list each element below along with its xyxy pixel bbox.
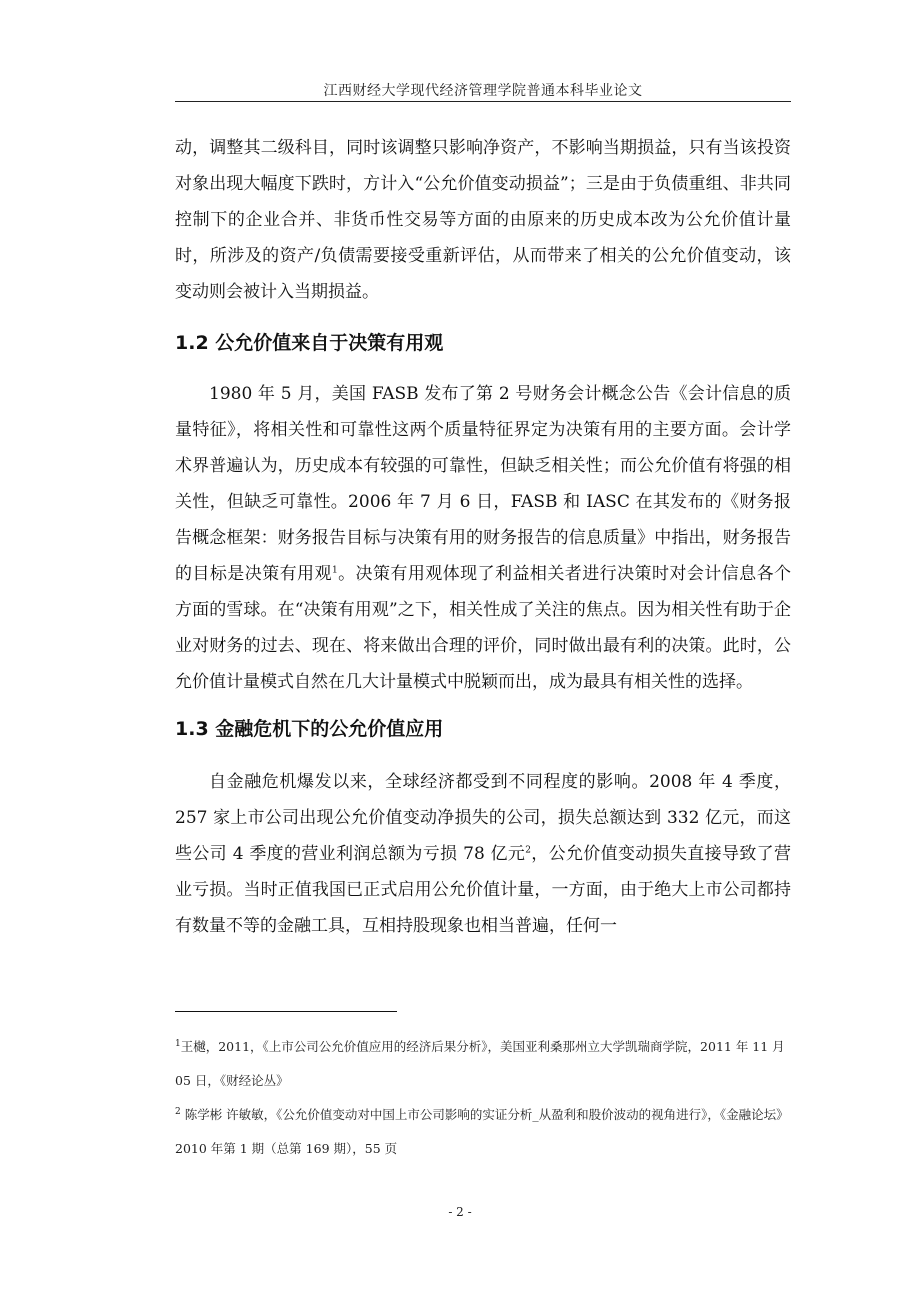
paragraph-1-3-part-a: 自金融危机爆发以来，全球经济都受到不同程度的影响。2008 年 4 季度，257 家上市公司出现公允价值变动净损失的公司，损失总额达到 332 亿元，而这些公司 4 季度的营业利润总额为亏损 78 亿元 bbox=[175, 772, 791, 864]
footnote-ref-1: 1 bbox=[331, 565, 338, 576]
footnote-1 bbox=[175, 1030, 791, 1098]
page-number: - 2 - bbox=[448, 1205, 472, 1219]
footnote-1-mark: 1 bbox=[175, 1038, 181, 1049]
body-text bbox=[175, 130, 791, 944]
footnote-1-text: 王樾，2011，《上市公司公允价值应用的经济后果分析》，美国亚利桑那州立大学凯瑞商学院，2011 年 11 月 05 日，《财经论丛》 bbox=[175, 1039, 785, 1088]
footnotes bbox=[175, 1030, 791, 1166]
footnote-2-mark: 2 bbox=[175, 1106, 181, 1117]
section-heading-1-3: 1.3 金融危机下的公允价值应用 bbox=[175, 718, 444, 740]
footnote-2 bbox=[175, 1098, 791, 1166]
paragraph-1-2-part-b: 。决策有用观体现了利益相关者进行决策时对会计信息各个方面的雪球。在“决策有用观”之下，相关性成了关注的焦点。因为相关性有助于企业对财务的过去、现在、将来做出合理的评价，同时做出最有利的决策。此时，公允价值计量模式自然在几大计量模式中脱颖而出，成为最具有相关性的选择。 bbox=[175, 564, 792, 692]
paragraph-1-3 bbox=[175, 764, 791, 944]
footnote-2-text: 陈学彬 许敏敏，《公允价值变动对中国上市公司影响的实证分析_从盈利和股价波动的视角进行》，《金融论坛》2010 年第 1 期（总第 169 期），55 页 bbox=[175, 1107, 789, 1156]
section-heading-1-2: 1.2 公允价值来自于决策有用观 bbox=[175, 332, 444, 354]
footnote-separator bbox=[175, 1011, 397, 1012]
footnote-ref-2: 2 bbox=[525, 845, 531, 856]
paragraph-1-2 bbox=[175, 376, 791, 700]
paragraph-1-2-part-a: 1980 年 5 月，美国 FASB 发布了第 2 号财务会计概念公告《会计信息的质量特征》，将相关性和可靠性这两个质量特征界定为决策有用的主要方面。会计学术界普遍认为，历史成本有较强的可靠性，但缺乏相关性；而公允价值有将强的相关性，但缺乏可靠性。2006 年 7 月 6 日，FASB 和 IASC 在其发布的《财务报告概念框架：财务报告目标与决策有用的财务报告的信息质量》中指出，财务报告的目标是决策有用观 bbox=[175, 384, 791, 584]
paragraph-1-3-part-b: ，公允价值变动损失直接导致了营业亏损。当时正值我国已正式启用公允价值计量，一方面，由于绝大上市公司都持有数量不等的金融工具，互相持股现象也相当普遍，任何一 bbox=[175, 844, 792, 936]
paragraph-continued: 动，调整其二级科目，同时该调整只影响净资产，不影响当期损益，只有当该投资对象出现大幅度下跌时，方计入“公允价值变动损益”；三是由于负债重组、非共同控制下的企业合并、非货币性交易等方面的由原来的历史成本改为公允价值计量时，所涉及的资产/负债需要接受重新评估，从而带来了相关的公允价值变动，该变动则会被计入当期损益。 bbox=[175, 138, 791, 302]
header-rule bbox=[175, 101, 791, 102]
running-header: 江西财经大学现代经济管理学院普通本科毕业论文 bbox=[323, 83, 643, 99]
